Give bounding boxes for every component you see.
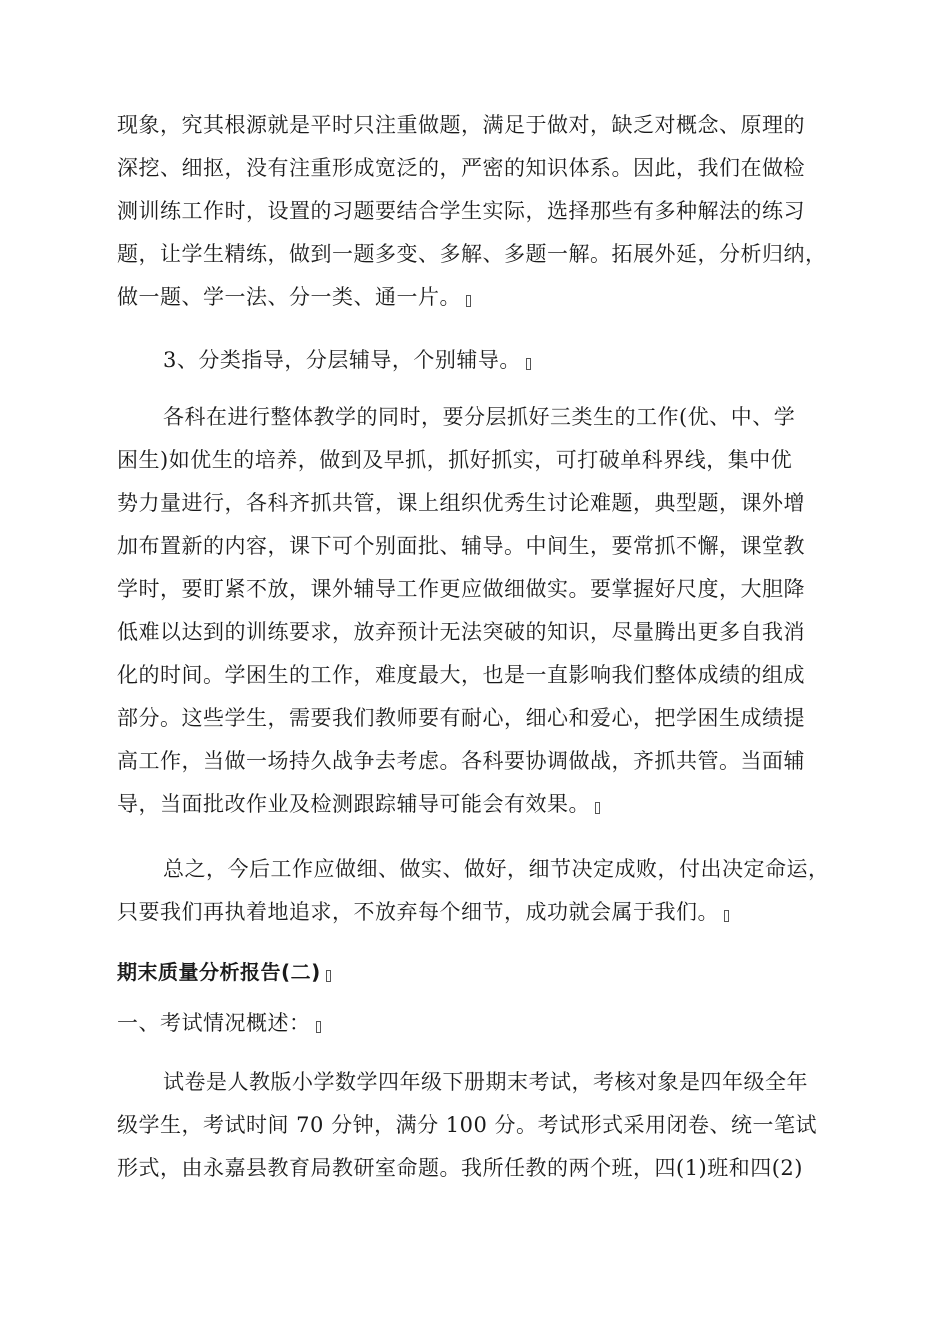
text-line: 题，让学生精练，做到一题多变、多解、多题一解。拓展外延，分析归纳， [117, 242, 827, 266]
paragraph-mark-icon [526, 358, 531, 370]
text-line: 深挖、细抠，没有注重形成宽泛的，严密的知识体系。因此，我们在做检 [117, 156, 805, 180]
section-heading [117, 951, 857, 994]
paragraph-point-3 [117, 339, 857, 382]
subheading-line [117, 1002, 857, 1045]
text-line: 只要我们再执着地追求，不放弃每个细节，成功就会属于我们。 [117, 900, 719, 924]
text-line: 困生)如优生的培养，做到及早抓，抓好抓实，可打破单科界线，集中优 [117, 448, 793, 472]
paragraph-mark-icon [466, 295, 471, 307]
text-line: 高工作，当做一场持久战争去考虑。各科要协调做战，齐抓共管。当面辅 [117, 749, 805, 773]
text-line: 测训练工作时，设置的习题要结合学生实际，选择那些有多种解法的练习 [117, 199, 805, 223]
heading-text: 期末质量分析报告(二) [117, 960, 321, 984]
text-line: 势力量进行，各科齐抓共管，课上组织优秀生讨论难题，典型题，课外增 [117, 491, 805, 515]
text-line: 低难以达到的训练要求，放弃预计无法突破的知识，尽量腾出更多自我消 [117, 620, 805, 644]
paragraph-conclusion [117, 848, 857, 934]
paragraph-mark-icon [316, 1021, 321, 1033]
subsection-heading [117, 1002, 857, 1045]
text-line: 试卷是人教版小学数学四年级下册期末考试，考核对象是四年级全年 [163, 1070, 808, 1094]
text-line-last [117, 783, 857, 826]
text-line: 总之，今后工作应做细、做实、做好，细节决定成败，付出决定命运， [163, 857, 830, 881]
text-line: 级学生，考试时间 70 分钟，满分 100 分。考试形式采用闭卷、统一笔试 [117, 1113, 818, 1137]
text-line: 学时，要盯紧不放，课外辅导工作更应做细做实。要掌握好尺度，大胆降 [117, 577, 805, 601]
text-line: 各科在进行整体教学的同时，要分层抓好三类生的工作(优、中、学 [163, 405, 796, 429]
paragraph-mark-icon [724, 910, 729, 922]
text-line: 加布置新的内容，课下可个别面批、辅导。中间生，要常抓不懈，课堂教 [117, 534, 805, 558]
text-line-last [117, 891, 857, 934]
subheading-text: 一、考试情况概述： [117, 1011, 311, 1035]
text-line: 导，当面批改作业及检测跟踪辅导可能会有效果。 [117, 792, 590, 816]
text-line: 部分。这些学生，需要我们教师要有耐心，细心和爱心，把学困生成绩提 [117, 706, 805, 730]
paragraph-methods [117, 104, 857, 319]
paragraph-mark-icon [326, 970, 331, 982]
text-line: 做一题、学一法、分一类、通一片。 [117, 285, 461, 309]
paragraph-mark-icon [595, 802, 600, 814]
text-line-last [117, 276, 857, 319]
text-line: 现象，究其根源就是平时只注重做题，满足于做对，缺乏对概念、原理的 [117, 113, 805, 137]
text-line: 形式，由永嘉县教育局教研室命题。我所任教的两个班，四(1)班和四(2) [117, 1156, 803, 1180]
heading-line [117, 951, 857, 994]
text-line: 化的时间。学困生的工作，难度最大，也是一直影响我们整体成绩的组成 [117, 663, 805, 687]
text-line-last [117, 339, 857, 382]
paragraph-layered-guidance [117, 396, 857, 826]
paragraph-exam-overview [117, 1061, 857, 1190]
text-line: 3、分类指导，分层辅导，个别辅导。 [163, 348, 521, 372]
